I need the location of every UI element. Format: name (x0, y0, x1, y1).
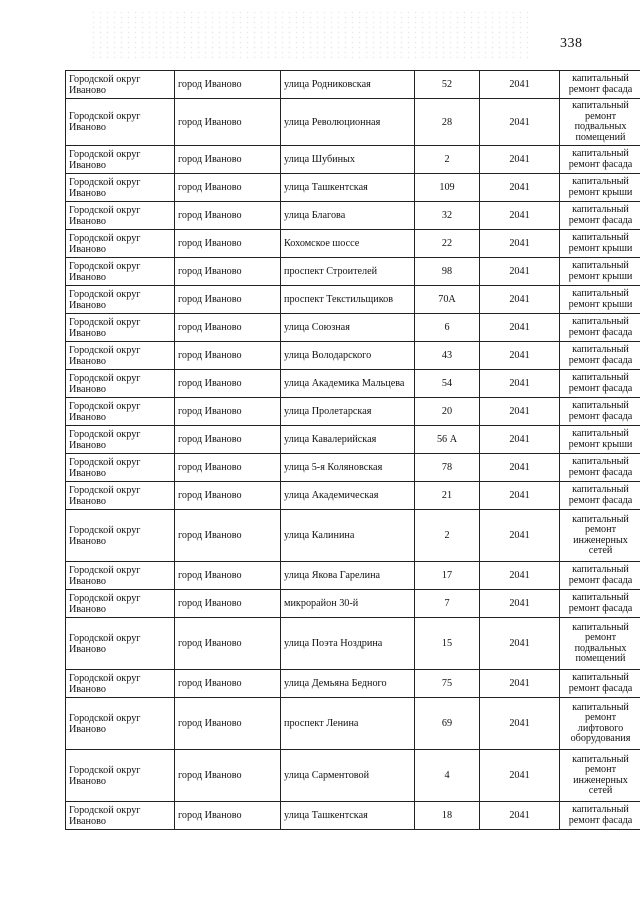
work-type-cell: капитальный ремонт крыши (560, 286, 640, 314)
table-row (66, 510, 640, 562)
street-cell: улица Академика Мальцева (281, 370, 415, 398)
work-type-cell: капитальный ремонт инженерных сетей (560, 750, 640, 802)
city-cell: город Иваново (175, 618, 281, 670)
year-cell: 2041 (480, 286, 560, 314)
house-number-cell: 54 (415, 370, 480, 398)
municipality-cell: Городской округ Иваново (66, 698, 175, 750)
table-row (66, 698, 640, 750)
house-number-cell: 21 (415, 482, 480, 510)
house-number-cell: 2 (415, 510, 480, 562)
work-type-cell: капитальный ремонт крыши (560, 426, 640, 454)
work-type-cell: капитальный ремонт лифтового оборудования (560, 698, 640, 750)
work-type-cell: капитальный ремонт фасада (560, 590, 640, 618)
municipality-cell: Городской округ Иваново (66, 174, 175, 202)
work-type-cell: капитальный ремонт фасада (560, 342, 640, 370)
street-cell: улица Якова Гарелина (281, 562, 415, 590)
street-cell: улица Благова (281, 202, 415, 230)
year-cell: 2041 (480, 802, 560, 830)
city-cell: город Иваново (175, 370, 281, 398)
work-type-cell: капитальный ремонт фасада (560, 562, 640, 590)
work-type-cell: капитальный ремонт фасада (560, 370, 640, 398)
street-cell: улица Кавалерийская (281, 426, 415, 454)
work-type-cell: капитальный ремонт инженерных сетей (560, 510, 640, 562)
house-number-cell: 109 (415, 174, 480, 202)
municipality-cell: Городской округ Иваново (66, 482, 175, 510)
year-cell: 2041 (480, 750, 560, 802)
work-type-cell: капитальный ремонт фасада (560, 454, 640, 482)
street-cell: улица Союзная (281, 314, 415, 342)
house-number-cell: 18 (415, 802, 480, 830)
street-cell: проспект Текстильщиков (281, 286, 415, 314)
municipality-cell: Городской округ Иваново (66, 618, 175, 670)
city-cell: город Иваново (175, 562, 281, 590)
city-cell: город Иваново (175, 670, 281, 698)
municipality-cell: Городской округ Иваново (66, 590, 175, 618)
house-number-cell: 2 (415, 146, 480, 174)
year-cell: 2041 (480, 342, 560, 370)
work-type-cell: капитальный ремонт фасада (560, 314, 640, 342)
municipality-cell: Городской округ Иваново (66, 314, 175, 342)
table-row (66, 146, 640, 174)
city-cell: город Иваново (175, 202, 281, 230)
municipality-cell: Городской округ Иваново (66, 71, 175, 99)
house-number-cell: 56 А (415, 426, 480, 454)
work-type-cell: капитальный ремонт крыши (560, 230, 640, 258)
table-row (66, 670, 640, 698)
year-cell: 2041 (480, 99, 560, 146)
registry-table (65, 70, 640, 830)
city-cell: город Иваново (175, 146, 281, 174)
house-number-cell: 15 (415, 618, 480, 670)
table-row (66, 454, 640, 482)
registry-table-body (66, 71, 640, 830)
year-cell: 2041 (480, 202, 560, 230)
table-row (66, 258, 640, 286)
house-number-cell: 75 (415, 670, 480, 698)
city-cell: город Иваново (175, 802, 281, 830)
table-row (66, 590, 640, 618)
city-cell: город Иваново (175, 510, 281, 562)
city-cell: город Иваново (175, 230, 281, 258)
municipality-cell: Городской округ Иваново (66, 562, 175, 590)
street-cell: улица Пролетарская (281, 398, 415, 426)
year-cell: 2041 (480, 510, 560, 562)
work-type-cell: капитальный ремонт фасада (560, 398, 640, 426)
year-cell: 2041 (480, 590, 560, 618)
year-cell: 2041 (480, 258, 560, 286)
year-cell: 2041 (480, 426, 560, 454)
table-row (66, 370, 640, 398)
work-type-cell: капитальный ремонт фасада (560, 71, 640, 99)
work-type-cell: капитальный ремонт подвальных помещений (560, 618, 640, 670)
municipality-cell: Городской округ Иваново (66, 426, 175, 454)
municipality-cell: Городской округ Иваново (66, 146, 175, 174)
street-cell: улица Революционная (281, 99, 415, 146)
municipality-cell: Городской округ Иваново (66, 670, 175, 698)
year-cell: 2041 (480, 314, 560, 342)
city-cell: город Иваново (175, 71, 281, 99)
street-cell: улица Демьяна Бедного (281, 670, 415, 698)
house-number-cell: 4 (415, 750, 480, 802)
scan-noise (90, 10, 530, 60)
work-type-cell: капитальный ремонт фасада (560, 146, 640, 174)
municipality-cell: Городской округ Иваново (66, 370, 175, 398)
house-number-cell: 52 (415, 71, 480, 99)
street-cell: Кохомское шоссе (281, 230, 415, 258)
city-cell: город Иваново (175, 590, 281, 618)
work-type-cell: капитальный ремонт фасада (560, 670, 640, 698)
city-cell: город Иваново (175, 482, 281, 510)
street-cell: улица Шубиных (281, 146, 415, 174)
house-number-cell: 28 (415, 99, 480, 146)
house-number-cell: 17 (415, 562, 480, 590)
city-cell: город Иваново (175, 426, 281, 454)
table-row (66, 618, 640, 670)
municipality-cell: Городской округ Иваново (66, 454, 175, 482)
municipality-cell: Городской округ Иваново (66, 342, 175, 370)
year-cell: 2041 (480, 698, 560, 750)
municipality-cell: Городской округ Иваново (66, 750, 175, 802)
table-row (66, 398, 640, 426)
table-row (66, 99, 640, 146)
table-row (66, 482, 640, 510)
table-row (66, 71, 640, 99)
city-cell: город Иваново (175, 750, 281, 802)
year-cell: 2041 (480, 618, 560, 670)
municipality-cell: Городской округ Иваново (66, 202, 175, 230)
table-row (66, 286, 640, 314)
street-cell: улица Родниковская (281, 71, 415, 99)
municipality-cell: Городской округ Иваново (66, 286, 175, 314)
house-number-cell: 7 (415, 590, 480, 618)
year-cell: 2041 (480, 71, 560, 99)
year-cell: 2041 (480, 454, 560, 482)
street-cell: улица Калинина (281, 510, 415, 562)
house-number-cell: 98 (415, 258, 480, 286)
municipality-cell: Городской округ Иваново (66, 802, 175, 830)
work-type-cell: капитальный ремонт подвальных помещений (560, 99, 640, 146)
street-cell: микрорайон 30-й (281, 590, 415, 618)
year-cell: 2041 (480, 146, 560, 174)
page-number: 338 (560, 36, 583, 51)
city-cell: город Иваново (175, 286, 281, 314)
table-row (66, 562, 640, 590)
year-cell: 2041 (480, 562, 560, 590)
city-cell: город Иваново (175, 174, 281, 202)
city-cell: город Иваново (175, 314, 281, 342)
municipality-cell: Городской округ Иваново (66, 230, 175, 258)
city-cell: город Иваново (175, 398, 281, 426)
street-cell: улица Володарского (281, 342, 415, 370)
house-number-cell: 20 (415, 398, 480, 426)
house-number-cell: 6 (415, 314, 480, 342)
house-number-cell: 69 (415, 698, 480, 750)
house-number-cell: 43 (415, 342, 480, 370)
year-cell: 2041 (480, 174, 560, 202)
street-cell: улица 5-я Коляновская (281, 454, 415, 482)
work-type-cell: капитальный ремонт фасада (560, 482, 640, 510)
work-type-cell: капитальный ремонт фасада (560, 202, 640, 230)
city-cell: город Иваново (175, 698, 281, 750)
street-cell: улица Сарментовой (281, 750, 415, 802)
table-row (66, 426, 640, 454)
city-cell: город Иваново (175, 454, 281, 482)
street-cell: улица Ташкентская (281, 802, 415, 830)
house-number-cell: 78 (415, 454, 480, 482)
table-row (66, 342, 640, 370)
street-cell: проспект Ленина (281, 698, 415, 750)
year-cell: 2041 (480, 482, 560, 510)
work-type-cell: капитальный ремонт крыши (560, 258, 640, 286)
street-cell: проспект Строителей (281, 258, 415, 286)
year-cell: 2041 (480, 398, 560, 426)
work-type-cell: капитальный ремонт фасада (560, 802, 640, 830)
street-cell: улица Академическая (281, 482, 415, 510)
city-cell: город Иваново (175, 258, 281, 286)
year-cell: 2041 (480, 370, 560, 398)
city-cell: город Иваново (175, 99, 281, 146)
table-row (66, 230, 640, 258)
table-row (66, 202, 640, 230)
year-cell: 2041 (480, 230, 560, 258)
house-number-cell: 70А (415, 286, 480, 314)
municipality-cell: Городской округ Иваново (66, 398, 175, 426)
table-row (66, 802, 640, 830)
street-cell: улица Ташкентская (281, 174, 415, 202)
house-number-cell: 32 (415, 202, 480, 230)
year-cell: 2041 (480, 670, 560, 698)
municipality-cell: Городской округ Иваново (66, 99, 175, 146)
table-row (66, 174, 640, 202)
table-row (66, 750, 640, 802)
house-number-cell: 22 (415, 230, 480, 258)
municipality-cell: Городской округ Иваново (66, 258, 175, 286)
work-type-cell: капитальный ремонт крыши (560, 174, 640, 202)
street-cell: улица Поэта Ноздрина (281, 618, 415, 670)
table-row (66, 314, 640, 342)
municipality-cell: Городской округ Иваново (66, 510, 175, 562)
city-cell: город Иваново (175, 342, 281, 370)
